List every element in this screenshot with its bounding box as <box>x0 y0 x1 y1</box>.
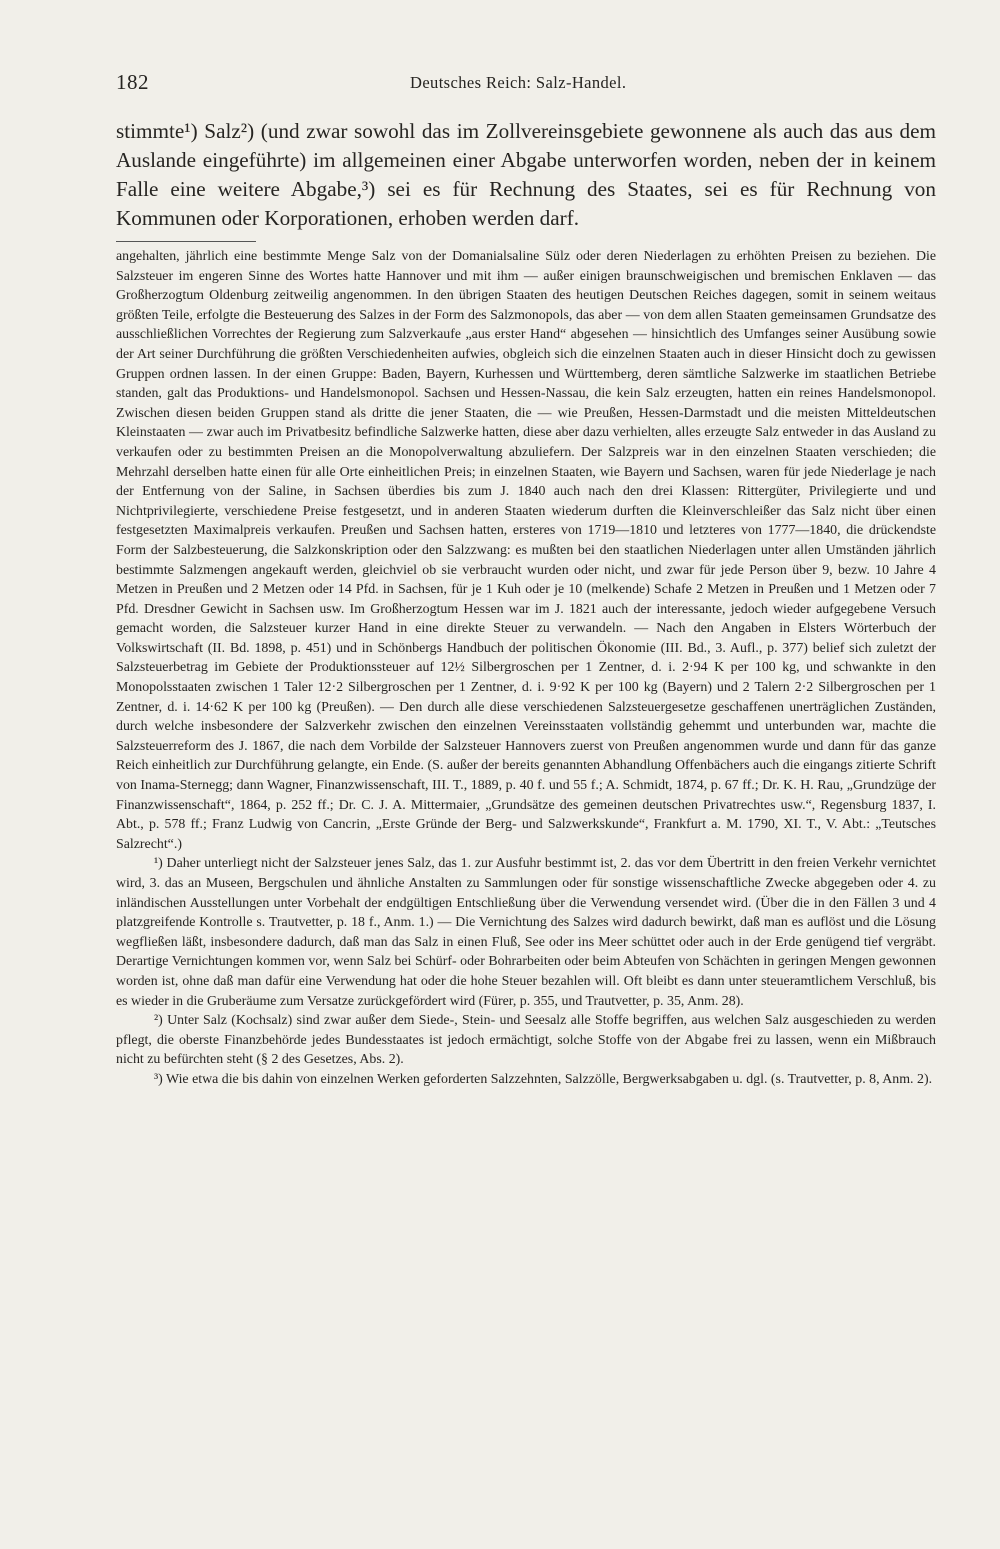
footnotes <box>116 247 936 1090</box>
page-header <box>116 70 936 100</box>
page-number: 182 <box>116 70 149 94</box>
running-head: Deutsches Reich: Salz-Handel. <box>410 73 627 92</box>
footnote-continuation: angehalten, jährlich eine bestimmte Menge Salz von der Domanialsaline Sülz oder deren Niederlagen zu erhöhten Preisen zu beziehen. Die Salzsteuer im engeren Sinne des Wortes hatte Hannover und mit ihm — außer einigen braunschweigischen und bremischen Enklaven — das Großherzogtum Oldenburg zeitweilig angenommen. In den übrigen Staaten des heutigen Deutschen Reiches dagegen, somit in seinem weitaus größten Teile, erfolgte die Besteuerung des Salzes in der Form des Salzmonopols, das aber — von dem allen Staaten gemeinsamen Grundsatze des ausschließlichen Vorrechtes der Regierung zum Salzverkaufe „aus erster Hand“ abgesehen — hinsichtlich des Umfanges seiner Ausübung sowie der Art seiner Durchführung die größten Verschiedenheiten aufwies, obgleich sich die einzelnen Staaten auch in dieser Hinsicht doch zu gewissen Gruppen ordnen lassen. In der einen Gruppe: Baden, Bayern, Kurhessen und Württemberg, deren sämtliche Salzwerke im staatlichen Betriebe standen, galt das Produktions- und Handelsmonopol. Sachsen und Hessen-Nassau, die kein Salz erzeugten, hatten ein reines Handelsmonopol. Zwischen diesen beiden Gruppen stand als dritte die jener Staaten, die — wie Preußen, Hessen-Darmstadt und die meisten Mitteldeutschen Kleinstaaten — zwar auch im Privatbesitz befindliche Salzwerke hatten, diese aber dazu verhielten, alles erzeugte Salz entweder in das Ausland zu verkaufen oder zu bestimmten Preisen an die Monopolverwaltung abzuliefern. Der Salzpreis war in den einzelnen Staaten verschieden; die Mehrzahl derselben hatte einen für alle Orte einheitlichen Preis; in einzelnen Staaten, wie Bayern und Sachsen, waren für jede Niederlage je nach der Entfernung von der Saline, in Sachsen überdies bis zum J. 1840 auch nach den drei Klassen: Rittergüter, Privilegierte und und Nichtprivilegierte, verschiedene Preise festgesetzt, und in anderen Staaten wiederum durften die Kleinverschleißer das Salz nicht über einen festgesetzten Maximalpreis verkaufen. Preußen und Sachsen hatten, ersteres von 1719—1810 und letzteres von 1777—1840, die drückendste Form der Salzbesteuerung, die Salzkonskription oder den Salzzwang: es mußten bei den staatlichen Niederlagen unter allen Umständen jährlich bestimmte Salzmengen angekauft werden, gleichviel ob sie verbraucht wurden oder nicht, und zwar für jede Person über 9, bezw. 10 Jahre 4 Metzen in Preußen und 2 Metzen oder 14 Pfd. in Sachsen, für je 1 Kuh oder je 10 (melkende) Schafe 2 Metzen in Preußen und 1 Metzen oder 7 Pfd. Dresdner Gewicht in Sachsen usw. Im Großherzogtum Hessen war im J. 1821 auch der interessante, jedoch wieder aufgegebene Versuch gemacht worden, die Salzsteuer kurzer Hand in eine direkte Steuer zu verwandeln. — Nach den Angaben in Elsters Wörterbuch der Volkswirtschaft (II. Bd. 1898, p. 451) und in Schönbergs Handbuch der politischen Ökonomie (III. Bd., 3. Aufl., p. 377) belief sich zuletzt der Salzsteuerbetrag im Gebiete der Produktionssteuer auf 12½ Silbergroschen per 1 Zentner, d. i. 2·94 K per 100 kg, und schwankte in den Monopolsstaaten zwischen 1 Taler 12·2 Silbergroschen per 1 Zentner, d. i. 9·92 K per 100 kg (Bayern) und 2 Talern 2·2 Silbergroschen per 1 Zentner, d. i. 14·62 K per 100 kg (Preußen). — Den durch alle diese verschiedenen Salzsteuergesetze geschaffenen unerträglichen Zuständen, durch welche insbesondere der Salzverkehr zwischen den einzelnen Vereinsstaaten vollständig gehemmt und unterbunden war, machte die Salzsteuerreform des J. 1867, die nach dem Vorbilde der Salzsteuer Hannovers zuerst von Preußen angenommen wurde und dann für das ganze Reich einheitlich zur Durchführung gelangte, ein Ende. (S. außer der bereits genannten Abhandlung Offenbächers auch die eingangs zitierte Schrift von Inama-Sternegg; dann Wagner, Finanzwissenschaft, III. T., 1889, p. 40 f. und 55 f.; A. Schmidt, 1874, p. 67 ff.; Dr. K. H. Rau, „Grundzüge der Finanzwissenschaft“, 1864, p. 252 ff.; Dr. C. J. A. Mittermaier, „Grundsätze des gemeinen deutschen Privatrechtes usw.“, Regensburg 1837, I. Abt., p. 578 ff.; Franz Ludwig von Cancrin, „Erste Gründe der Berg- und Salzwerkskunde“, Frankfurt a. M. 1790, XI. T., V. Abt.: „Teutsches Salzrecht“.) <box>116 249 936 852</box>
main-text-paragraph: stimmte¹) Salz²) (und zwar sowohl das im Zollvereinsgebiete gewonnene als auch das aus dem Auslande eingeführte) im allgemeinen einer Abgabe unterworfen worden, neben der in keinem Falle eine weitere Abgabe,³) sei es für Rechnung des Staates, sei es für Rechnung von Kommunen oder Korporationen, erhoben werden darf. <box>116 119 936 230</box>
footnote-3: ³) Wie etwa die bis dahin von einzelnen Werken geforderten Salzzehnten, Salzzölle, Bergwerksabgaben u. dgl. (s. Trautvetter, p. 8, Anm. 2). <box>154 1071 933 1087</box>
footnote-1: ¹) Daher unterliegt nicht der Salzsteuer jenes Salz, das 1. zur Ausfuhr bestimmt ist, 2. das vor dem Übertritt in den freien Verkehr vernichtet wird, 3. das an Museen, Bergschulen und ähnliche Anstalten zu Sammlungen oder für sonstige wissenschaftliche Zwecke abgegeben oder 4. zu inländischen Ausstellungen unter Vorbehalt der endgültigen Entschließung über die Verwendung versendet wird. (Über die in den Fällen 3 und 4 platzgreifende Kontrolle s. Trautvetter, p. 18 f., Anm. 1.) — Die Vernichtung des Salzes wird dadurch bewirkt, daß man es auflöst und die Lösung wegfließen läßt, insbesondere dadurch, daß man das Salz in einen Fluß, See oder ins Meer schüttet oder auch in der Erde genügend tief vergräbt. Derartige Vernichtungen kommen vor, wenn Salz bei Schürf- oder Bohrarbeiten oder beim Abteufen von Schächten in geringen Mengen gewonnen worden ist, ohne daß man dafür eine Verwendung hat oder die hohe Steuer bezahlen will. Oft bleibt es dann unter steueramtlichem Verschluß, bis es wieder in die Gruberäume zum Versatze zurückgefördert wird (Fürer, p. 355, und Trautvetter, p. 35, Anm. 28). <box>116 856 936 1009</box>
footnote-2: ²) Unter Salz (Kochsalz) sind zwar außer dem Siede-, Stein- und Seesalz alle Stoffe begriffen, aus welchen Salz ausgeschieden zu werden pflegt, die oberste Finanzbehörde jedes Bundesstaates ist jedoch ermächtigt, solche Stoffe von der Abgabe frei zu lassen, wenn ein Mißbrauch nicht zu befürchten steht (§ 2 des Gesetzes, Abs. 2). <box>116 1013 936 1068</box>
footnote-separator-rule <box>116 241 256 242</box>
